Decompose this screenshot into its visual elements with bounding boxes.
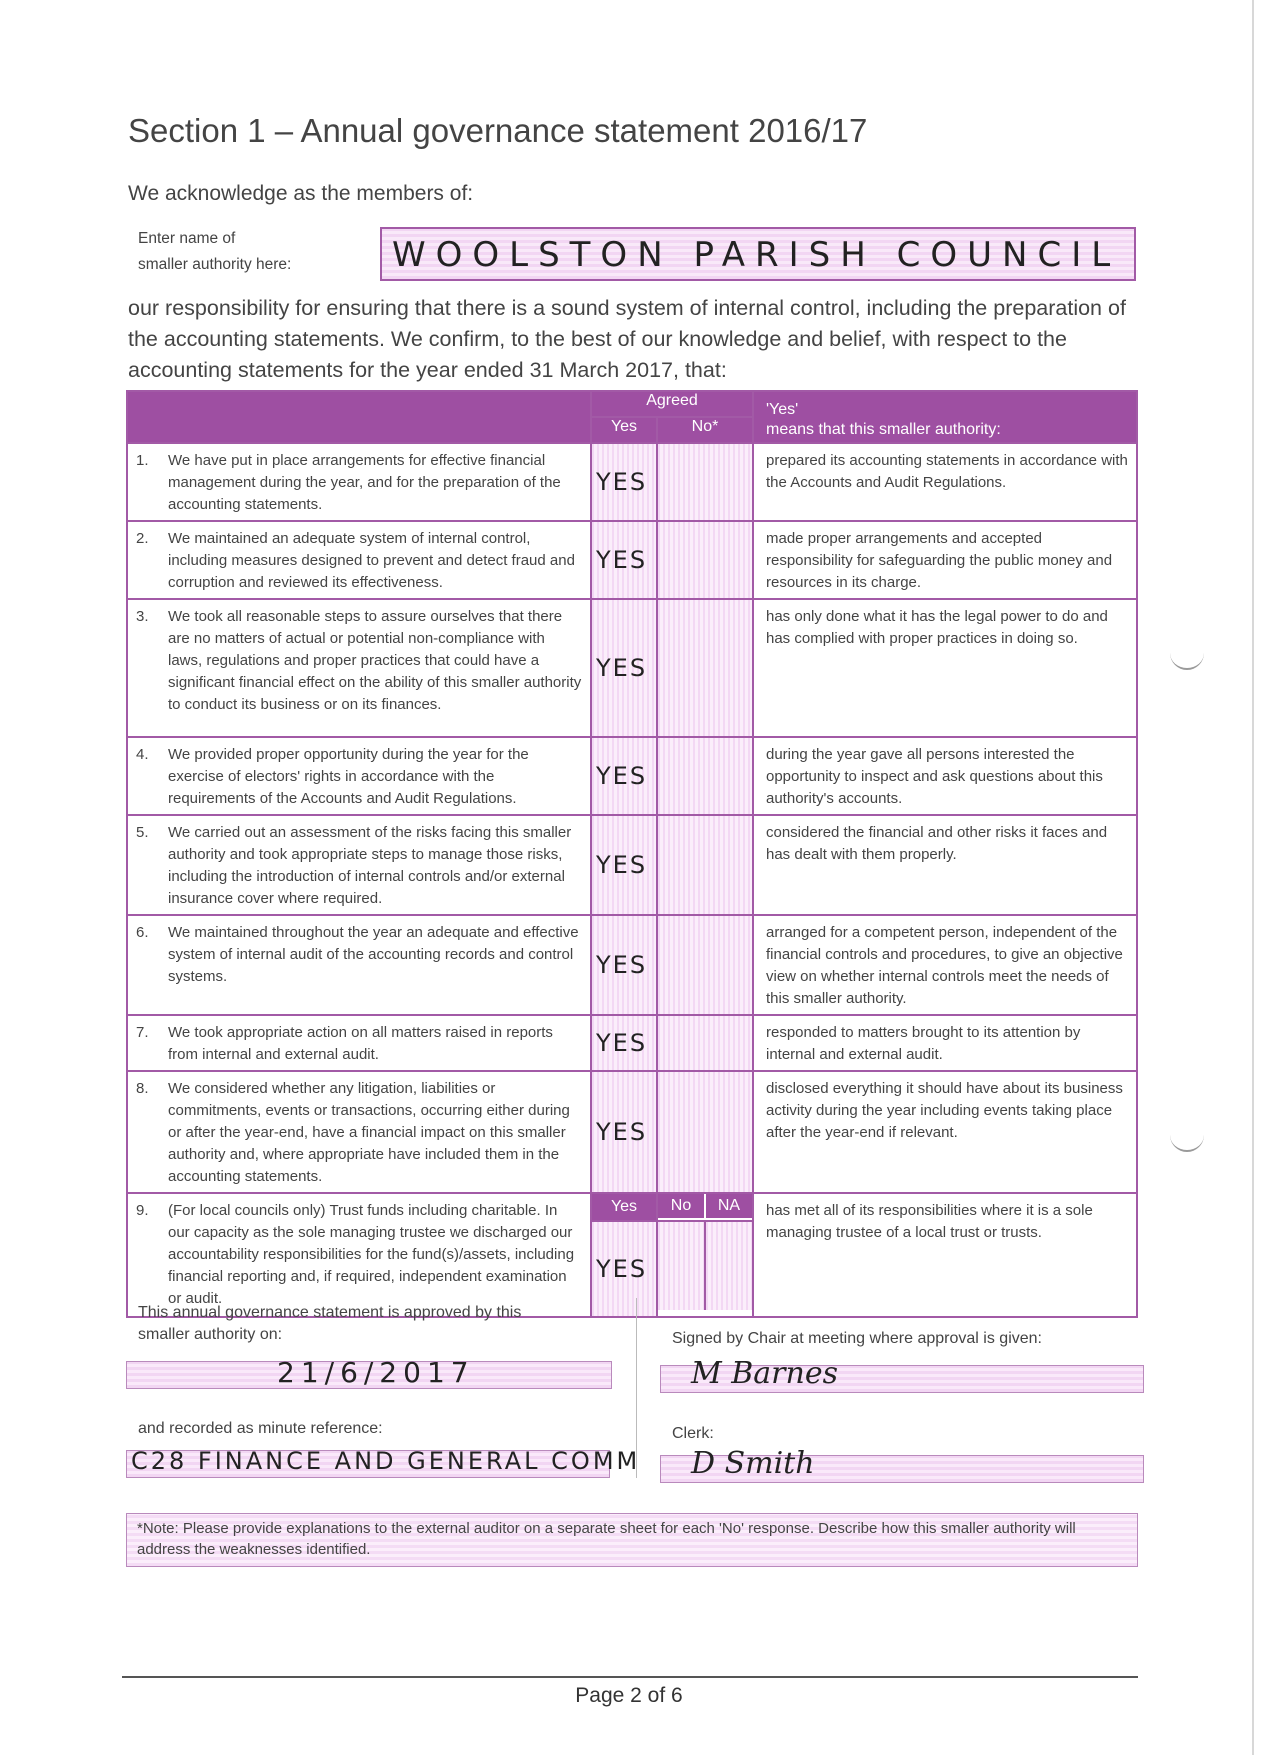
- means-header-text: means that this smaller authority:: [766, 421, 1001, 438]
- table-header-blank: [127, 391, 591, 443]
- na-cell[interactable]: [706, 1222, 752, 1310]
- row-means: disclosed everything it should have about its business activity during the year including events taking place after the year-end if relevant.: [753, 1071, 1137, 1193]
- row-statement: (For local councils only) Trust funds including charitable. In our capacity as the sole managing trustee we discharged our accountability responsibilities for the fund(s)/assets, including financial reporting and, if required, independent examination or audit.: [168, 1202, 575, 1307]
- no-cell[interactable]: [657, 815, 753, 915]
- row-means: has met all of its responsibilities where it is a sole managing trustee of a local trust or trusts.: [753, 1193, 1137, 1317]
- row-number: 5.: [136, 824, 149, 841]
- row-number: 9.: [136, 1202, 149, 1219]
- no-cell[interactable]: [657, 737, 753, 815]
- row-means: responded to matters brought to its attention by internal and external audit.: [753, 1015, 1137, 1071]
- yes-handwritten: YES: [596, 1254, 648, 1283]
- yes-cell[interactable]: [591, 1071, 657, 1193]
- row-number: 2.: [136, 530, 149, 547]
- trust-na-header: NA: [717, 1197, 741, 1214]
- punch-hole-mark: [1170, 1130, 1204, 1152]
- chair-signature-label: Signed by Chair at meeting where approval is given:: [672, 1330, 1042, 1347]
- row-means: prepared its accounting statements in accordance with the Accounts and Audit Regulations.: [753, 443, 1137, 521]
- page-number: Page 2 of 6: [575, 1684, 683, 1707]
- table-row: [127, 599, 1137, 737]
- no-cell[interactable]: [657, 1071, 753, 1193]
- table-row-trust-funds: [127, 1193, 1137, 1221]
- minute-reference-handwritten: C28 FINANCE AND GENERAL COMM: [131, 1447, 641, 1475]
- yes-cell[interactable]: [591, 599, 657, 737]
- footer-rule: [122, 1676, 1138, 1678]
- authority-name-label: Enter name of smaller authority here:: [138, 230, 292, 273]
- governance-table: [126, 390, 1138, 1318]
- means-header: [753, 391, 1137, 443]
- yes-handwritten: YES: [596, 851, 648, 879]
- trust-yes-header: Yes: [591, 1193, 657, 1221]
- yes-cell[interactable]: [591, 915, 657, 1015]
- trust-no-header: No: [658, 1194, 706, 1218]
- row-statement: We carried out an assessment of the risks facing this smaller authority and took appropriate steps to manage those risks, including the introduction of internal controls and/or external insurance cover where required.: [168, 824, 572, 907]
- table-row: [127, 915, 1137, 1015]
- yes-handwritten: YES: [596, 762, 648, 790]
- row-statement: We have put in place arrangements for effective financial management during the year, and for the preparation of the accounting statements.: [168, 452, 561, 513]
- row-means: considered the financial and other risks it faces and has dealt with them properly.: [753, 815, 1137, 915]
- intro-paragraph: our responsibility for ensuring that there is a sound system of internal control, including the preparation of the accounting statements. We confirm, to the best of our knowledge and belief, with respect to the accounting statements for the year ended 31 March 2017, that:: [128, 296, 1126, 382]
- row-statement: We took all reasonable steps to assure ourselves that there are no matters of actual or potential non-compliance with laws, regulations and proper practices that could have a significant financial effect on the ability of this smaller authority to conduct its business or on its finances.: [168, 608, 582, 713]
- table-row: [127, 1015, 1137, 1071]
- yes-cell[interactable]: [591, 1015, 657, 1071]
- yes-cell[interactable]: [591, 815, 657, 915]
- row-statement: We took appropriate action on all matters raised in reports from internal and external audit.: [168, 1024, 553, 1063]
- row-statement: We maintained an adequate system of internal control, including measures designed to prevent and detect fraud and corruption and reviewed its effectiveness.: [168, 530, 575, 591]
- row-number: 1.: [136, 452, 149, 469]
- authority-name-field[interactable]: [380, 227, 1136, 281]
- table-row: [127, 815, 1137, 915]
- yes-handwritten: YES: [596, 654, 648, 682]
- scan-edge: [1252, 0, 1254, 1755]
- row-number: 8.: [136, 1080, 149, 1097]
- clerk-signature: D Smith: [691, 1446, 815, 1481]
- no-cell[interactable]: [657, 599, 753, 737]
- chair-signature: M Barnes: [691, 1356, 838, 1391]
- table-row: [127, 443, 1137, 521]
- row-number: 6.: [136, 924, 149, 941]
- row-means: arranged for a competent person, independent of the financial controls and procedures, to give an objective view on whether internal controls meet the needs of this smaller authority.: [753, 915, 1137, 1015]
- clerk-signature-label: Clerk:: [672, 1425, 714, 1442]
- row-number: 4.: [136, 746, 149, 763]
- no-cell[interactable]: [657, 443, 753, 521]
- yes-handwritten: YES: [596, 951, 648, 979]
- no-column-header: No*: [657, 417, 753, 443]
- table-row: [127, 1071, 1137, 1193]
- row-means: during the year gave all persons interested the opportunity to inspect and ask questions about this authority's accounts.: [753, 737, 1137, 815]
- table-row: [127, 521, 1137, 599]
- row-statement: We provided proper opportunity during the year for the exercise of electors' rights in accordance with the requirements of the Accounts and Audit Regulations.: [168, 746, 529, 807]
- no-cell[interactable]: [657, 1015, 753, 1071]
- yes-column-header: Yes: [591, 417, 657, 443]
- page-title: Section 1 – Annual governance statement 2016/17: [128, 112, 868, 149]
- chair-signature-field[interactable]: [660, 1356, 1144, 1393]
- row-number: 3.: [136, 608, 149, 625]
- yes-cell[interactable]: [591, 737, 657, 815]
- yes-handwritten: YES: [596, 1118, 648, 1146]
- means-header-yes: 'Yes': [766, 401, 799, 418]
- table-row: [127, 737, 1137, 815]
- acknowledge-text: We acknowledge as the members of:: [128, 182, 474, 205]
- authority-name-handwritten: WOOLSTON PARISH COUNCIL: [392, 235, 1121, 275]
- no-cell[interactable]: [658, 1222, 706, 1310]
- approved-by-label: This annual governance statement is approved by this smaller authority on:: [138, 1304, 522, 1343]
- agreed-header: Agreed: [591, 391, 753, 417]
- clerk-signature-field[interactable]: [660, 1446, 1144, 1483]
- minute-reference-label: and recorded as minute reference:: [138, 1420, 383, 1437]
- yes-handwritten: YES: [596, 546, 648, 574]
- no-cell[interactable]: [657, 915, 753, 1015]
- yes-cell[interactable]: [591, 443, 657, 521]
- row-means: has only done what it has the legal power to do and has complied with proper practices in doing so.: [753, 599, 1137, 737]
- row-statement: We maintained throughout the year an adequate and effective system of internal audit of the accounting records and control systems.: [168, 924, 579, 985]
- punch-hole-mark: [1170, 648, 1204, 670]
- minute-reference-field[interactable]: [126, 1447, 641, 1478]
- approval-date-handwritten: 21/6/2017: [277, 1356, 475, 1389]
- yes-cell[interactable]: [591, 521, 657, 599]
- no-cell[interactable]: [657, 521, 753, 599]
- note-box: *Note: Please provide explanations to the external auditor on a separate sheet for each 'No' response. Describe how this smaller authority will address the weaknesses identified.: [126, 1513, 1138, 1567]
- row-number: 7.: [136, 1024, 149, 1041]
- yes-handwritten: YES: [596, 1029, 648, 1057]
- approval-date-field[interactable]: [126, 1356, 612, 1389]
- yes-handwritten: YES: [596, 468, 648, 496]
- row-statement: We considered whether any litigation, liabilities or commitments, events or transactions, occurring either during or after the year-end, have a financial impact on this smaller authority and, where appropriate have included them in the accounting statements.: [168, 1080, 570, 1185]
- row-means: made proper arrangements and accepted responsibility for safeguarding the public money and resources in its charge.: [753, 521, 1137, 599]
- yes-cell[interactable]: [591, 1221, 657, 1317]
